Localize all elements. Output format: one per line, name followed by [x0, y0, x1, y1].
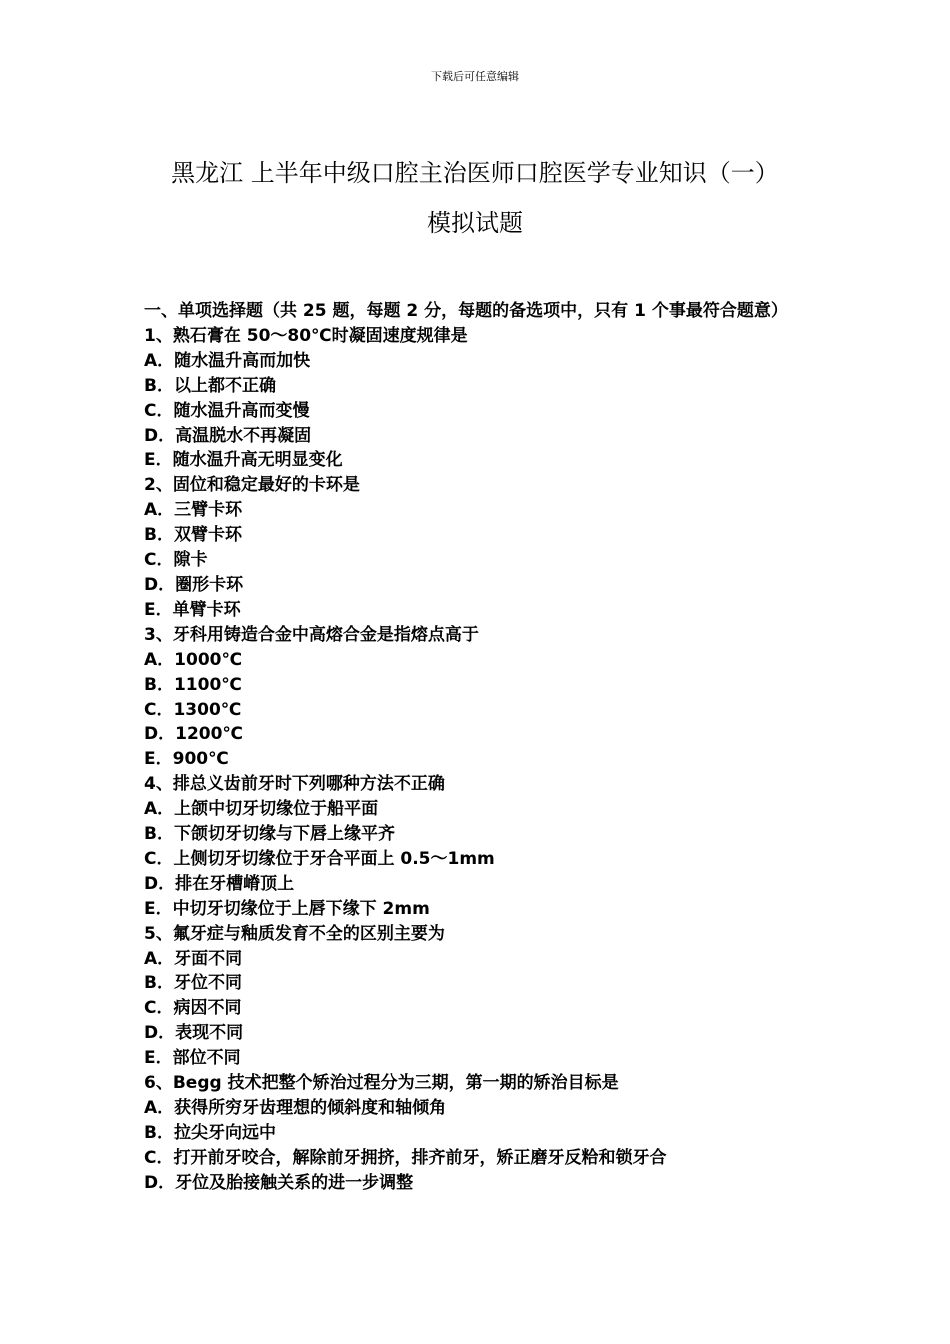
question-stem: 3、牙科用铸造合金中高熔合金是指熔点高于: [144, 624, 479, 645]
option-d: D．牙位及胎接触关系的进一步调整: [144, 1172, 414, 1193]
option-b: B．拉尖牙向远中: [144, 1122, 276, 1143]
option-c: C．随水温升高而变慢: [144, 400, 310, 421]
option-a: A．上颌中切牙切缘位于船平面: [144, 799, 379, 820]
option-a: A．三臂卡环: [144, 500, 243, 521]
option-b: B．以上都不正确: [144, 375, 276, 396]
option-d: D．排在牙槽嵴顶上: [144, 873, 295, 894]
question-4: [144, 772, 824, 921]
option-c: C．打开前牙咬合，解除前牙拥挤，排齐前牙，矫正磨牙反粭和锁牙合: [144, 1147, 667, 1168]
option-d: D．高温脱水不再凝固: [144, 425, 312, 446]
document-title-line-1: 黑龙江 上半年中级口腔主治医师口腔医学专业知识（一）: [171, 159, 779, 187]
question-3: [144, 623, 824, 772]
document-title-line-2: 模拟试题: [427, 209, 523, 237]
option-e: E．随水温升高无明显变化: [144, 450, 343, 471]
question-1: [144, 324, 824, 473]
option-c: C．上侧切牙切缘位于牙合平面上 0.5～1mm: [144, 848, 495, 869]
option-d: D．圈形卡环: [144, 574, 244, 595]
header-note: 下载后可任意编辑: [431, 70, 519, 83]
option-b: B．下颌切牙切缘与下唇上缘平齐: [144, 824, 395, 845]
option-e: E．部位不同: [144, 1048, 241, 1069]
question-stem: 4、排总义齿前牙时下列哪种方法不正确: [144, 774, 445, 795]
exam-content: [144, 299, 824, 1196]
option-e: E．900℃: [144, 749, 229, 770]
section-heading: 一、单项选择题（共 25 题，每题 2 分，每题的备选项中，只有 1 个事最符合题意）: [144, 301, 788, 321]
option-b: B．牙位不同: [144, 973, 242, 994]
question-5: [144, 922, 824, 1071]
question-stem: 1、熟石膏在 50～80℃时凝固速度规律是: [144, 325, 468, 346]
option-a: A．随水温升高而加快: [144, 350, 311, 371]
option-b: B．双臂卡环: [144, 525, 242, 546]
option-c: C．病因不同: [144, 998, 242, 1019]
question-stem: 2、固位和稳定最好的卡环是: [144, 475, 360, 496]
option-d: D．1200℃: [144, 724, 244, 745]
option-e: E．单臂卡环: [144, 599, 241, 620]
option-c: C．1300℃: [144, 699, 242, 720]
option-d: D．表现不同: [144, 1023, 244, 1044]
option-a: A．1000℃: [144, 649, 243, 670]
question-6: [144, 1071, 824, 1196]
question-stem: 6、Begg 技术把整个矫治过程分为三期，第一期的矫治目标是: [144, 1073, 619, 1094]
option-a: A．牙面不同: [144, 948, 243, 969]
option-e: E．中切牙切缘位于上唇下缘下 2mm: [144, 898, 430, 919]
document-title: [120, 148, 830, 248]
option-c: C．隙卡: [144, 550, 208, 571]
option-b: B．1100℃: [144, 674, 242, 695]
question-2: [144, 473, 824, 622]
option-a: A．获得所穷牙齿理想的倾斜度和轴倾角: [144, 1098, 447, 1118]
question-stem: 5、氟牙症与釉质发育不全的区别主要为: [144, 923, 445, 944]
